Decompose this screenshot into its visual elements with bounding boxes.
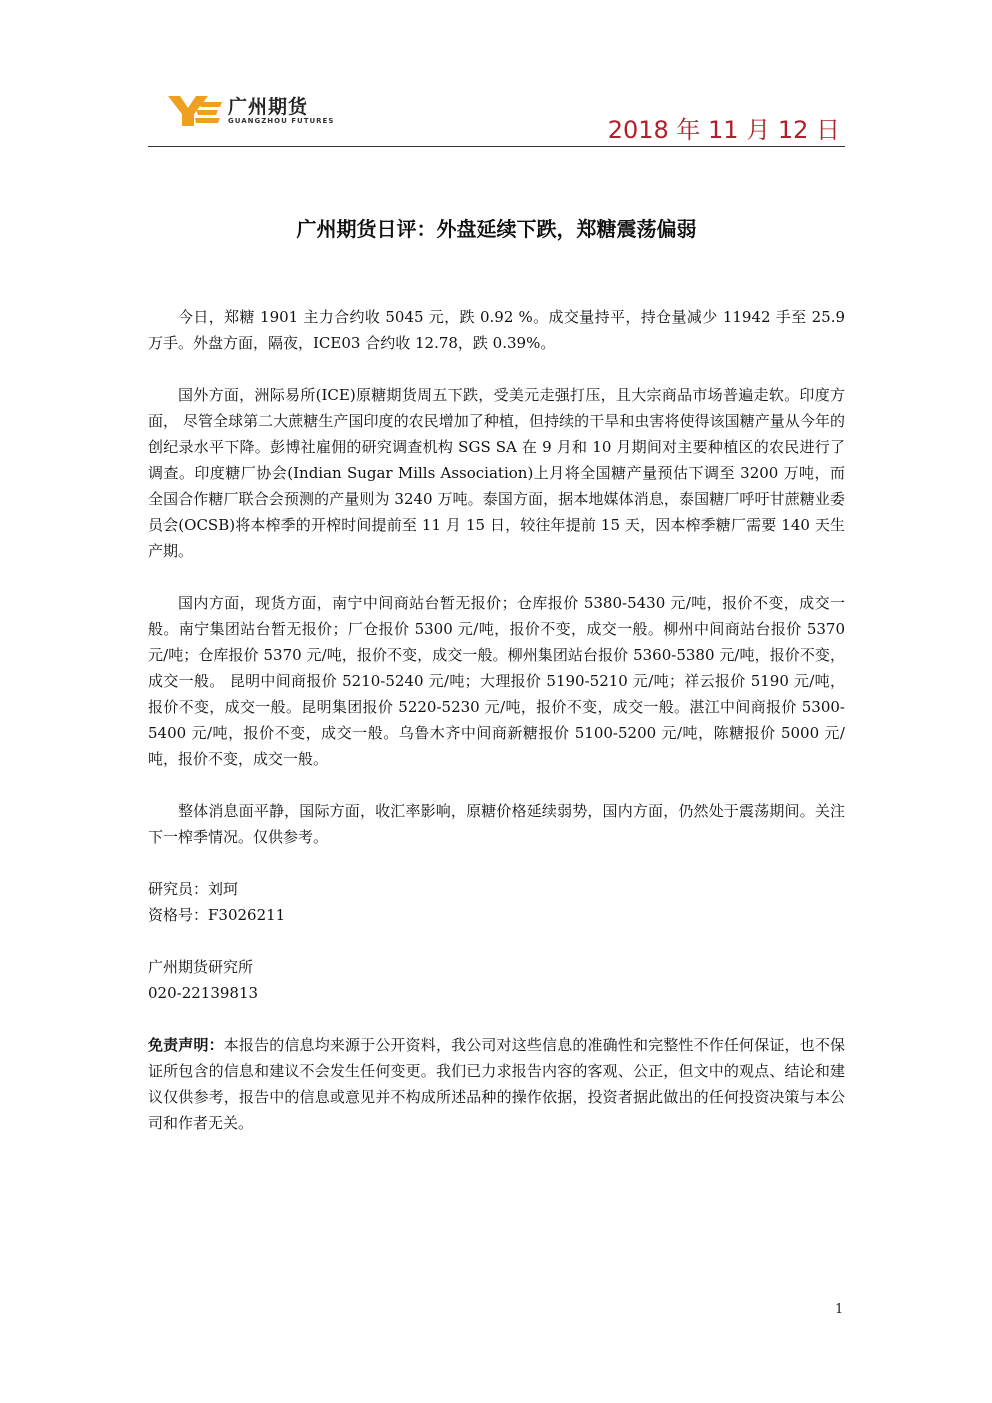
institute-phone: 020-22139813 [148,984,259,1002]
logo-chinese-name: 广州期货 [228,96,309,118]
researcher-name: 研究员：刘珂 [148,880,239,898]
logo-english-name: GUANGZHOU FUTURES [228,117,335,125]
report-date: 2018 年 11 月 12 日 [607,116,840,144]
disclaimer-label: 免责声明： [148,1036,224,1054]
researcher-cert: 资格号：F3026211 [148,906,286,924]
report-title: 广州期货日评：外盘延续下跌，郑糖震荡偏弱 [296,217,697,241]
paragraph-market-summary: 今日，郑糖 1901 主力合约收 5045 元，跌 0.92 %。成交量持平，持仓量减少 11942 手至 25.9 万手。外盘方面，隔夜，ICE03 合约收 12.78，跌 0.39%。 [148,308,845,352]
logo-mark-icon [168,92,224,128]
page-header [0,0,992,150]
paragraph-international: 国外方面，洲际易所(ICE)原糖期货周五下跌，受美元走强打压，且大宗商品市场普遍走软。印度方面， 尽管全球第二大蔗糖生产国印度的农民增加了种植，但持续的干旱和虫害将使得该国糖产量从今年的创纪录水平下降。彭博社雇佣的研究调查机构 SGS SA 在 9 月和 10 月期间对主要种植区的农民进行了调查。印度糖厂协会(Indian Sugar Mills Association)上月将全国糖产量预估下调至 3200 万吨，而全国合作糖厂联合会预测的产量则为 3240 万吨。泰国方面，据本地媒体消息，泰国糖厂呼吁甘蔗糖业委员会(OCSB)将本榨季的开榨时间提前至 11 月 15 日，较往年提前 15 天，因本榨季糖厂需要 140 天生产期。 [148,386,845,560]
report-body [148,304,845,1136]
institute-name: 广州期货研究所 [148,958,254,976]
paragraph-domestic: 国内方面，现货方面，南宁中间商站台暂无报价；仓库报价 5380-5430 元/吨，报价不变，成交一般。南宁集团站台暂无报价；厂仓报价 5300 元/吨，报价不变，成交一般。柳州中间商站台报价 5370 元/吨；仓库报价 5370 元/吨，报价不变，成交一般。柳州集团站台报价 5360-5380 元/吨，报价不变，成交一般。 昆明中间商报价 5210-5240 元/吨；大理报价 5190-5210 元/吨；祥云报价 5190 元/吨，报价不变，成交一般。昆明集团报价 5220-5230 元/吨，报价不变，成交一般。湛江中间商报价 5300-5400 元/吨，报价不变，成交一般。乌鲁木齐中间商新糖报价 5100-5200 元/吨，陈糖报价 5000 元/吨，报价不变，成交一般。 [148,594,845,768]
header-divider [148,146,845,147]
paragraph-outlook: 整体消息面平静，国际方面，收汇率影响，原糖价格延续弱势，国内方面，仍然处于震荡期间。关注下一榨季情况。仅供参考。 [148,802,845,846]
company-logo [168,92,348,132]
page-number: 1 [835,1302,844,1317]
disclaimer-text: 本报告的信息均来源于公开资料，我公司对这些信息的准确性和完整性不作任何保证，也不保证所包含的信息和建议不会发生任何变更。我们已力求报告内容的客观、公正，但文中的观点、结论和建议仅供参考，报告中的信息或意见并不构成所述品种的操作依据，投资者据此做出的任何投资决策与本公司和作者无关。 [148,1036,845,1132]
disclaimer [148,1032,845,1136]
